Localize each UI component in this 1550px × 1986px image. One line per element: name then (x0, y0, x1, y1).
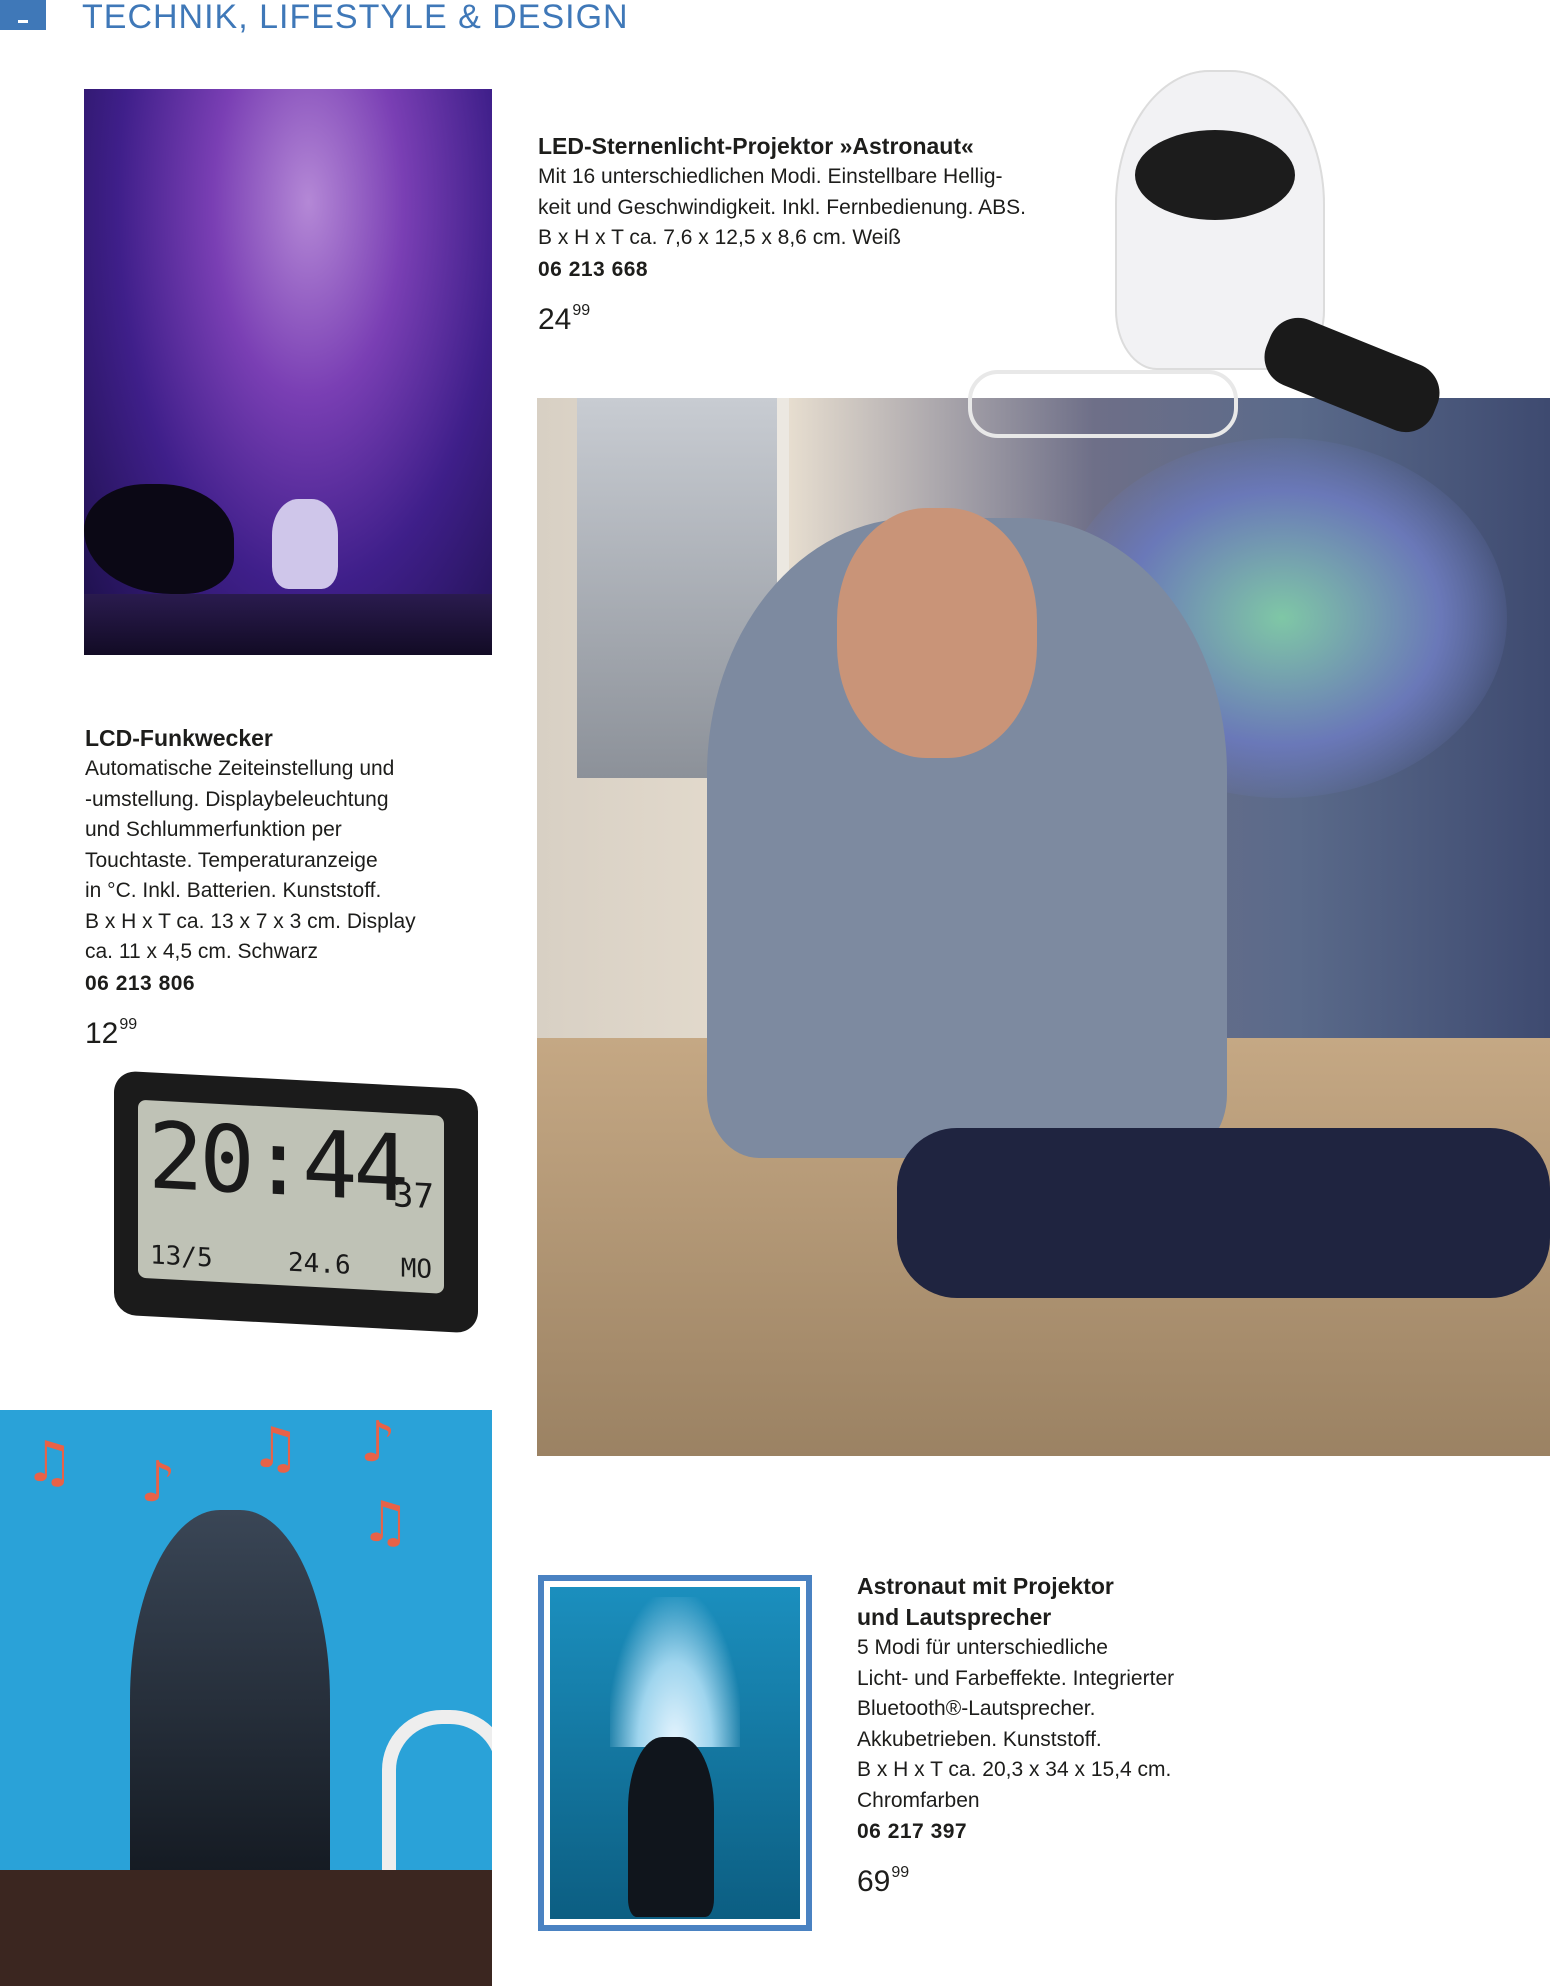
clock-lcd-display (138, 1100, 444, 1294)
table-surface (84, 594, 492, 655)
header-marker (0, 0, 46, 30)
clock-temperature: 24.6 (288, 1247, 351, 1281)
section-title: TECHNIK, LIFESTYLE & DESIGN (82, 0, 629, 36)
clock-desc-line: B x H x T ca. 13 x 7 x 3 cm. Display (85, 909, 416, 933)
plant-silhouette (84, 484, 234, 594)
astronaut-price (857, 1853, 1297, 1902)
starry-projection-photo (84, 89, 492, 655)
astronaut-projector-figure (272, 499, 338, 589)
price-cents: 99 (891, 1864, 910, 1881)
astronaut-desc-line: 5 Modi für unterschiedliche (857, 1636, 1108, 1659)
astronaut-desc-line: Bluetooth®-Lautsprecher. (857, 1697, 1096, 1720)
astronaut-title-line: und Lautsprecher (857, 1604, 1052, 1630)
clock-desc-line: Automatische Zeiteinstellung und (85, 757, 395, 780)
astronaut-visor (1135, 130, 1295, 220)
clock-product-info (85, 723, 485, 1054)
price-cents: 99 (572, 301, 591, 319)
wooden-desk (0, 1870, 492, 1986)
astronaut-speaker-product-info (857, 1571, 1297, 1902)
astronaut-title (857, 1571, 1297, 1633)
projector-desc-line: keit und Geschwindigkeit. Inkl. Fernbedienung. ABS. (538, 195, 1026, 219)
clock-price (85, 1005, 485, 1054)
projector-sku: 06 213 668 (538, 257, 649, 281)
astronaut-speaker-photo (0, 1410, 492, 1986)
music-note-icon: ♪ (140, 1450, 176, 1515)
clock-desc-line: -umstellung. Displaybeleuchtung (85, 787, 389, 811)
clock-date: 13/5 (150, 1240, 213, 1274)
clock-description (85, 754, 485, 968)
clock-desc-line: und Schlummerfunktion per (85, 818, 342, 841)
lcd-clock-image (114, 1070, 478, 1333)
light-beam (610, 1597, 740, 1747)
astronaut-title-line: Astronaut mit Projektor (857, 1573, 1114, 1599)
music-note-icon: ♫ (250, 1416, 301, 1481)
man-legs (897, 1128, 1550, 1298)
astronaut-projection-photo (538, 1575, 812, 1931)
astronaut-sku: 06 217 397 (857, 1820, 968, 1843)
astronaut-desc-line: Akkubetrieben. Kunststoff. (857, 1727, 1102, 1751)
price-main: 12 (85, 1016, 119, 1050)
music-note-icon: ♫ (24, 1430, 75, 1495)
clock-title: LCD-Funkwecker (85, 725, 273, 751)
astronaut-desc-line: Chromfarben (857, 1788, 980, 1812)
astronaut-figure (628, 1737, 714, 1917)
man-head (837, 508, 1037, 758)
clock-seconds: 37 (393, 1175, 434, 1218)
usb-cable-image (968, 370, 1238, 438)
photo-background (550, 1587, 800, 1919)
header-marker-dash (18, 20, 28, 23)
price-main: 24 (538, 302, 572, 336)
clock-desc-line: Touchtaste. Temperaturanzeige (85, 848, 378, 872)
projector-price (538, 291, 1058, 340)
music-note-icon: ♫ (360, 1490, 411, 1555)
living-room-photo (537, 398, 1550, 1456)
projector-description (538, 162, 1058, 254)
astronaut-description (857, 1633, 1297, 1816)
clock-desc-line: ca. 11 x 4,5 cm. Schwarz (85, 940, 319, 963)
price-main: 69 (857, 1865, 891, 1898)
headphones (382, 1710, 492, 1884)
clock-day: MO (400, 1253, 432, 1286)
astronaut-desc-line: B x H x T ca. 20,3 x 34 x 15,4 cm. (857, 1758, 1172, 1781)
clock-sku: 06 213 806 (85, 971, 196, 995)
clock-time: 20:44 (148, 1102, 405, 1223)
chrome-astronaut-figure (130, 1510, 330, 1930)
price-cents: 99 (119, 1015, 138, 1033)
projector-title: LED-Sternenlicht-Projektor »Astronaut« (538, 133, 974, 159)
projector-desc-line: B x H x T ca. 7,6 x 12,5 x 8,6 cm. Weiß (538, 226, 901, 249)
projector-product-info (538, 131, 1058, 340)
clock-desc-line: in °C. Inkl. Batterien. Kunststoff. (85, 879, 382, 902)
astronaut-desc-line: Licht- und Farbeffekte. Integrierter (857, 1666, 1175, 1690)
music-note-icon: ♪ (360, 1410, 396, 1475)
projector-desc-line: Mit 16 unterschiedlichen Modi. Einstellbare Hellig- (538, 165, 1003, 188)
